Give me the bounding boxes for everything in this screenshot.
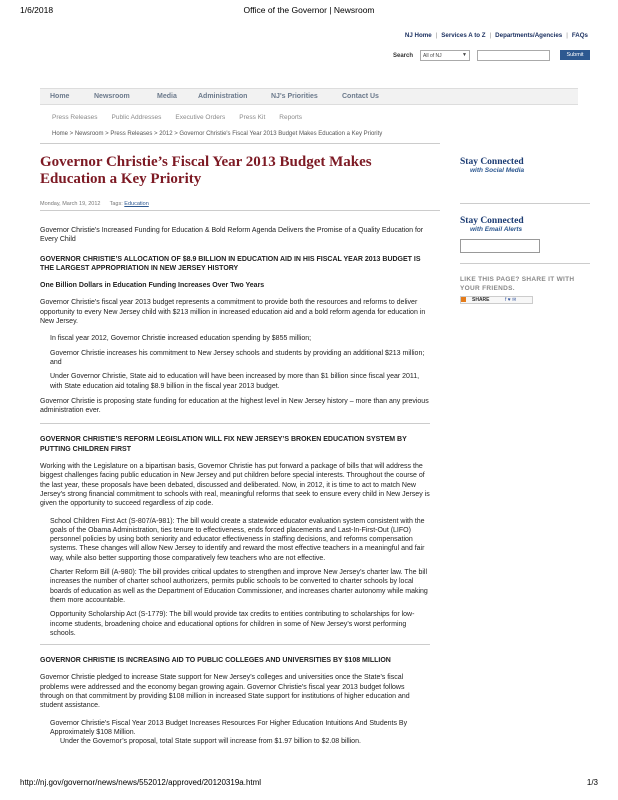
article-meta bbox=[40, 201, 149, 207]
search-scope-select[interactable] bbox=[420, 50, 470, 61]
email-link[interactable]: with Email Alerts bbox=[470, 226, 523, 233]
article-lead: Governor Christie’s Increased Funding for Education & Bold Reform Agenda Delivers the Promise of a Quality Education for Every Child bbox=[40, 227, 424, 244]
social-title: Stay Connected bbox=[460, 157, 524, 167]
paragraph: Governor Christie is proposing state funding for education at the highest level in New Jersey history – more than any previous administration ever. bbox=[40, 397, 429, 415]
nav-media[interactable]: Media bbox=[157, 93, 177, 100]
subnav-press-releases[interactable]: Press Releases bbox=[52, 114, 98, 121]
search-label: Search bbox=[393, 53, 414, 59]
share-label: SHARE bbox=[472, 297, 490, 303]
section-subheading: One Billion Dollars in Education Funding Increases Over Two Years bbox=[40, 282, 265, 290]
paragraph: Governor Christie’s fiscal year 2013 budget represents a commitment to provide both the resources and reforms to deliver opportunity to every New Jersey child with $213 million in increased education aid and a bold reform agenda for education in New Jersey. bbox=[40, 299, 426, 326]
breadcrumb[interactable]: Home > Newsroom > Press Releases > 2012 > Governor Christie's Fiscal Year 2013 Budget Makes Education a Key Priority bbox=[52, 131, 383, 137]
chevron-down-icon: ▼ bbox=[462, 52, 467, 58]
main-nav bbox=[40, 88, 578, 105]
divider bbox=[40, 423, 430, 424]
social-link[interactable]: with Social Media bbox=[470, 167, 525, 174]
share-prompt: LIKE THIS PAGE? SHARE IT WITH YOUR FRIENDS. bbox=[460, 276, 575, 292]
paragraph: Governor Christie pledged to increase State support for New Jersey’s colleges and universities once the State’s fiscal problems were addressed and the economy began growing again. Governor Christie’s fiscal year 2013 budget follows through on that commitment by providing $108 million in increased State support for institutions of higher education and student assistance. bbox=[40, 674, 410, 710]
utility-nav: NJ Home | Services A to Z | Departments/Agencies | FAQs bbox=[404, 32, 588, 39]
article-body bbox=[40, 226, 430, 754]
subnav-public-addresses[interactable]: Public Addresses bbox=[111, 114, 162, 121]
nav-home[interactable]: Home bbox=[50, 93, 70, 100]
paragraph: Working with the Legislature on a bipartisan basis, Governor Christie has put forward a package of bills that will address the biggest challenges facing public education in New Jersey and put children before special interests. Throughout the course of the last year, these proposals have been debated, discussed and deliberated. Now, in 2012, it is time to act to match New Jersey’s strong financial commitment to schools with real, meaningful reforms that seek to ensure every child in New Jersey is given the opportunity to succeed regardless of zip code. bbox=[40, 463, 430, 508]
nav-contact[interactable]: Contact Us bbox=[342, 93, 379, 100]
search-submit-button[interactable]: Submit bbox=[560, 50, 590, 60]
page-title: Governor Christie’s Fiscal Year 2013 Budget Makes Education a Key Priority bbox=[40, 154, 372, 187]
util-link-nj-home[interactable]: NJ Home bbox=[404, 32, 432, 39]
search-input[interactable] bbox=[477, 50, 550, 61]
share-button[interactable] bbox=[460, 296, 590, 305]
search-scope-value: All of NJ bbox=[423, 53, 442, 59]
print-date: 1/6/2018 bbox=[20, 5, 54, 15]
list-item: Under the Governor’s proposal, total State support will increase from $1.97 billion to $2.08 billion. bbox=[60, 738, 361, 746]
section-heading: GOVERNOR CHRISTIE IS INCREASING AID TO PUBLIC COLLEGES AND UNIVERSITIES BY $108 MILLION bbox=[40, 657, 391, 665]
section-heading: GOVERNOR CHRISTIE’S ALLOCATION OF $8.9 BILLION IN EDUCATION AID IN HIS FISCAL YEAR 2013 BUDGET IS THE LARGEST APPROPRIATION IN NEW JERSEY HISTORY bbox=[40, 255, 421, 272]
list-item: School Children First Act (S-807/A-981): The bill would create a statewide educator evaluation system consistent with the goals of the Obama Administration, ties tenure to effectiveness, ends forced placements and Last-In-First-Out (LIFO) personnel policies by using both seniority and educator effectiveness in staffing decisions, and reforms compensation systems. These changes will allow New Jersey to identify and reward the most effective teachers in a meaningful and fair way, while also better supporting those comparatively few teachers who are not effective. bbox=[50, 517, 425, 562]
share-widget bbox=[460, 296, 533, 304]
subnav-press-kit[interactable]: Press Kit bbox=[239, 114, 266, 121]
divider bbox=[40, 143, 440, 144]
nav-newsroom[interactable]: Newsroom bbox=[94, 93, 130, 100]
search-bar bbox=[393, 50, 590, 62]
email-alerts-box bbox=[460, 216, 590, 253]
util-link-services[interactable]: Services A to Z bbox=[441, 32, 486, 39]
print-url: http://nj.gov/governor/news/news/552012/approved/20120319a.html bbox=[20, 778, 262, 787]
email-title: Stay Connected bbox=[460, 216, 524, 226]
list-item: Governor Christie increases his commitment to New Jersey schools and students by providing an additional $213 million; and bbox=[50, 349, 425, 366]
list-item: Governor Christie’s Fiscal Year 2013 Budget Increases Resources For Higher Education Intuitions And Students By Approximately $108 Million. bbox=[50, 719, 408, 736]
subnav-executive-orders[interactable]: Executive Orders bbox=[175, 114, 226, 121]
subnav-reports[interactable]: Reports bbox=[279, 114, 303, 121]
divider bbox=[40, 210, 440, 211]
social-media-box bbox=[460, 157, 590, 174]
share-icon bbox=[461, 297, 466, 302]
page-number: 1/3 bbox=[586, 778, 598, 787]
email-input[interactable] bbox=[460, 239, 540, 253]
divider bbox=[460, 263, 590, 264]
article-date: Monday, March 19, 2012 bbox=[40, 201, 101, 207]
social-icons: f ♥ ✉ bbox=[505, 297, 517, 303]
tag-link[interactable]: Education bbox=[124, 201, 149, 207]
share-box bbox=[460, 275, 590, 305]
list-item: In fiscal year 2012, Governor Christie increased education spending by $855 million; bbox=[50, 335, 312, 343]
divider bbox=[40, 644, 430, 645]
list-item: Opportunity Scholarship Act (S-1779): The bill would provide tax credits to entities contributing to scholarships for low-income students, broadening choice and educational options for children in some of New Jersey’s worst performing schools. bbox=[50, 611, 415, 637]
divider bbox=[460, 203, 590, 204]
nav-administration[interactable]: Administration bbox=[198, 93, 248, 100]
section-heading: GOVERNOR CHRISTIE’S REFORM LEGISLATION WILL FIX NEW JERSEY’S BROKEN EDUCATION SYSTEM BY PUTTING CHILDREN FIRST bbox=[40, 436, 407, 453]
util-link-faqs[interactable]: FAQs bbox=[571, 32, 588, 39]
print-header bbox=[20, 5, 598, 17]
print-title: Office of the Governor | Newsroom bbox=[243, 5, 375, 15]
util-link-departments[interactable]: Departments/Agencies bbox=[495, 32, 563, 39]
list-item: Under Governor Christie, State aid to education will have been increased by more than $1 billion since fiscal year 2011, with State education aid totaling $8.9 billion in the fiscal year 2013 budget. bbox=[50, 373, 420, 390]
nav-priorities[interactable]: NJ's Priorities bbox=[271, 93, 318, 100]
list-item: Charter Reform Bill (A-980): The bill provides critical updates to strengthen and improve New Jersey’s charter law. The bill increases the number of charter school authorizers, permits public schools to be converted to charter schools by local boards of education as well as the Department of Education Commissioner, and increases charter autonomy while making them more accountable. bbox=[50, 569, 428, 604]
sub-nav bbox=[52, 114, 316, 121]
tags-label: Tags: bbox=[109, 201, 123, 207]
